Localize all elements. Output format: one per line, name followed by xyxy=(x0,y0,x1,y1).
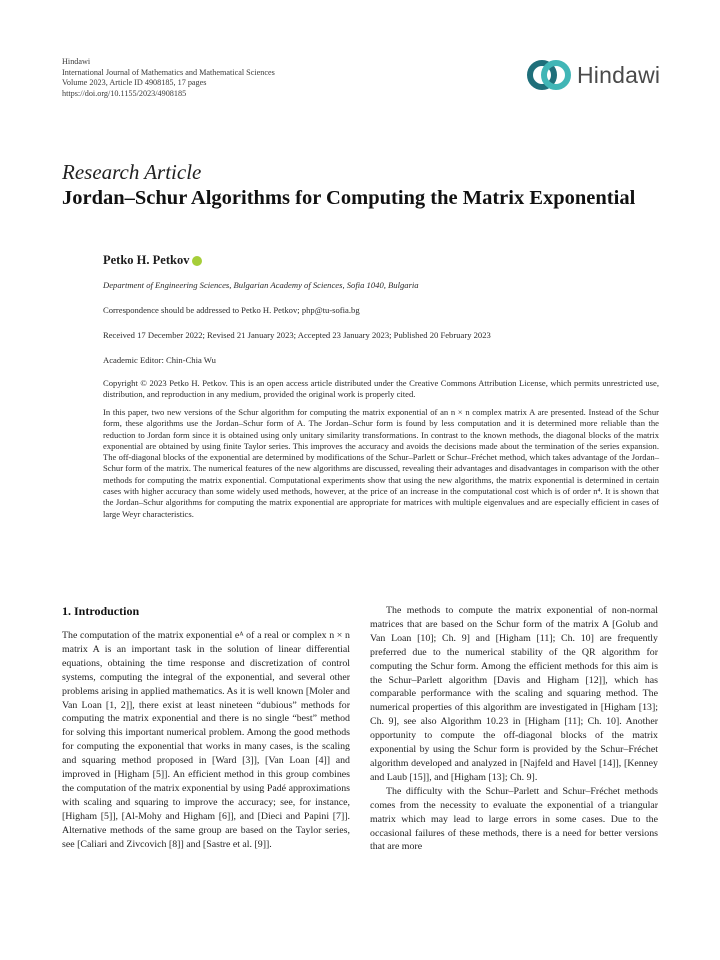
affiliation: Department of Engineering Sciences, Bulgarian Academy of Sciences, Sofia 1040, Bulgaria xyxy=(103,280,419,290)
introduction-paragraph-right-2: The difficulty with the Schur–Parlett and Schur–Fréchet methods comes from the necessity to evaluate the exponential of a triangular matrix which may lead to large errors in some cases. Due to the occasional failures of these methods, there is a need for better versions that are more xyxy=(370,785,658,853)
section-heading-introduction: 1. Introduction xyxy=(62,604,140,618)
orcid-icon[interactable] xyxy=(192,256,202,266)
correspondence: Correspondence should be addressed to Petko H. Petkov; php@tu-sofia.bg xyxy=(103,305,360,315)
article-type: Research Article xyxy=(62,160,202,184)
doi-link[interactable]: https://doi.org/10.1155/2023/4908185 xyxy=(62,88,187,98)
left-column xyxy=(62,604,350,852)
hindawi-logo[interactable] xyxy=(526,58,660,92)
academic-editor: Academic Editor: Chin-Chia Wu xyxy=(103,355,216,365)
copyright-notice: Copyright © 2023 Petko H. Petkov. This is an open access article distributed under the Creative Commons Attribution License, which permits unrestricted use, distribution, and reproduction in any medium, provided the original work is properly cited. xyxy=(103,378,659,400)
journal-header xyxy=(62,57,275,99)
introduction-paragraph-right-1: The methods to compute the matrix exponential of non-normal matrices that are based on the Schur form of the matrix A [Golub and Van Loan [10]; Ch. 9] and [Higham [11]; Ch. 10] are frequently preferred due to the numerical stability of the QR algorithm for computing the Schur form. Among the efficient methods for this aim is the Schur–Parlett algorithm [Davis and Higham [12]], which has comparable performance with the scaling and squaring method. The numerical properties of this algorithm are investigated in [Higham [13]; Ch. 9], see also Algorithm 10.23 in [Higham [11]; Ch. 10]. Another opportunity to compute the off-diagonal blocks of the matrix exponential by using the Schur form is provided by the Schur–Fréchet algorithm developed and analyzed in [Najfeld and Havel [14]], [Kenney and Laub [15]], and [Higham [13]; Ch. 9]. xyxy=(370,605,658,783)
introduction-paragraph-left: The computation of the matrix exponential eᴬ of a real or complex n × n matrix A is an important task in the solution of linear differential equations, obtaining the time response and discretization of control systems, computing the integral of the exponential, and several other problems arising in applied mathematics. As it is well known [Moler and Van Loan [1, 2]], there exist at least nineteen “dubious” methods for computing the matrix exponential and there is no single “best” method for solving this important numerical problem. Among the good methods for computing the exponential that works in many cases, is the scaling and squaring method proposed in [Ward [3]], [Van Loan [4]] and improved in [Higham [5]]. An efficient method in this group combines the computation of the matrix exponential by using Padé approximations with scaling and squaring to improve the accuracy; see, for instance, [Higham [5]], [Al-Mohy and Higham [6]], and [Dieci and Papini [7]]. Alternative methods of the same group are based on the Taylor series, see [Caliari and Zivcovich [8]] and [Sastre et al. [9]]. xyxy=(62,630,350,850)
publication-dates: Received 17 December 2022; Revised 21 January 2023; Accepted 23 January 2023; Published 20 February 2023 xyxy=(103,330,491,340)
logo-text: Hindawi xyxy=(577,61,661,88)
author-name[interactable]: Petko H. Petkov xyxy=(103,253,190,267)
author-line xyxy=(103,253,202,268)
journal-name: International Journal of Mathematics and Mathematical Sciences xyxy=(62,67,275,77)
publisher-name: Hindawi xyxy=(62,57,91,66)
hindawi-logo-icon xyxy=(526,58,572,92)
article-title: Jordan–Schur Algorithms for Computing the Matrix Exponential xyxy=(62,187,636,209)
abstract: In this paper, two new versions of the Schur algorithm for computing the matrix exponential of an n × n complex matrix A are presented. Instead of the Schur form, these algorithms use the Jordan–Schur form of A. The Jordan–Schur form is found by less computation and it is determined more reliable than the reduction to Jordan form since it is obtained using only unitary similarity transformations. In contrast to the known methods, the diagonal blocks of the matrix exponential are obtained by using finite Taylor series. This improves the accuracy and avoids the decisions made about the termination of the series expansion. The off-diagonal blocks of the exponential are determined by modifications of the Schur–Parlett or Schur–Fréchet method, which takes advantage of the Jordan–Schur form of the matrix. The numerical features of the new algorithms are discussed, revealing their advantages and disadvantages in comparison with the other methods for computing the matrix exponential. Computational experiments show that using the new algorithms, the matrix exponential is determined in certain cases with higher accuracy than some widely used methods, however, at the price of an increase in the computational cost which is of order n⁴. It is shown that the Jordan–Schur algorithms for computing the matrix exponential are appropriate for matrices with multiple eigenvalues and are especially efficient in cases of large Weyr characteristics. xyxy=(103,407,659,519)
right-column xyxy=(370,604,658,854)
volume-info: Volume 2023, Article ID 4908185, 17 pages xyxy=(62,78,207,88)
